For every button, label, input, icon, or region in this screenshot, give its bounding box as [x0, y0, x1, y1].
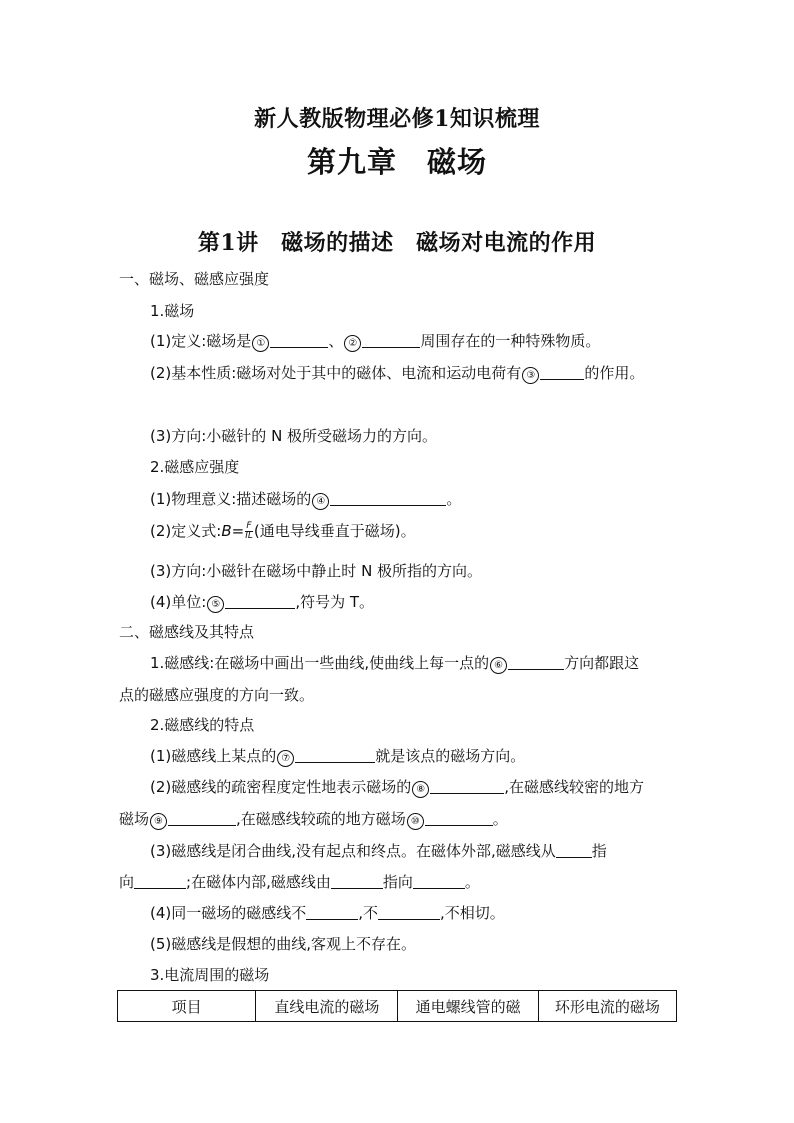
line-imaginary: (5)磁感线是假想的曲线,客观上不存在。	[150, 935, 417, 953]
blank-2	[362, 333, 420, 348]
marker-9: ⑨	[150, 813, 167, 830]
line-tangent: (1)磁感线上某点的 ⑦ 就是该点的磁场方向。	[150, 747, 526, 765]
lecture-title: 第1讲 磁场的描述 磁场对电流的作用	[197, 230, 597, 256]
line-unit: (4)单位: ⑤ ,符号为 T。	[150, 593, 375, 611]
blank-not-2	[378, 905, 440, 920]
line-closed-curves-cont: 向 ;在磁体内部,磁感线由 指向 。	[119, 873, 480, 891]
line-closed-curves: (3)磁感线是闭合曲线,没有起点和终点。在磁体外部,磁感线从 指	[150, 842, 607, 860]
marker-3: ③	[522, 367, 539, 384]
blank-1	[270, 333, 328, 348]
blank-7	[295, 748, 375, 763]
table-header-cell: 通电螺线管的磁	[398, 991, 538, 1022]
blank-6	[508, 655, 564, 670]
line-density-cont: 磁场 ⑨ ,在磁感线较疏的地方磁场 ⑩ 。	[119, 810, 508, 828]
blank-3	[540, 365, 584, 380]
marker-1: ①	[252, 335, 269, 352]
blank-8	[430, 779, 504, 794]
blank-outside-from	[556, 843, 592, 858]
marker-6: ⑥	[490, 657, 507, 674]
line-field-lines-def-cont: 点的磁感应强度的方向一致。	[119, 686, 315, 704]
blank-outside-to	[134, 874, 186, 889]
marker-5: ⑤	[207, 596, 224, 613]
section-heading-1: 一、磁场、磁感应强度	[119, 270, 270, 288]
marker-4: ④	[312, 493, 329, 510]
blank-10	[425, 811, 493, 826]
marker-7: ⑦	[277, 750, 294, 767]
line-field-lines-def: 1.磁感线:在磁场中画出一些曲线,使曲线上每一点的 ⑥ 方向都跟这	[150, 654, 640, 672]
subheading-field-line-features: 2.磁感线的特点	[150, 716, 255, 734]
subheading-current-field: 3.电流周围的磁场	[150, 966, 270, 984]
fraction-f-over-il: $\frac{F}{IL}$	[245, 521, 253, 541]
blank-inside-from	[331, 874, 383, 889]
table-header-cell: 项目	[118, 991, 256, 1022]
line-definition: (1)定义:磁场是 ① 、 ② 周围存在的一种特殊物质。	[150, 332, 601, 350]
blank-5	[225, 594, 295, 609]
table-header-cell: 直线电流的磁场	[256, 991, 398, 1022]
line-formula: (2)定义式:B= $\frac{F}{IL}$ (通电导线垂直于磁场)。	[150, 521, 416, 541]
marker-8: ⑧	[412, 781, 429, 798]
blank-4	[330, 491, 446, 506]
blank-inside-to	[413, 874, 465, 889]
table-header-cell: 环形电流的磁场	[538, 991, 676, 1022]
subheading-induction: 2.磁感应强度	[150, 458, 240, 476]
chapter-title: 第九章 磁场	[306, 145, 487, 179]
line-direction: (3)方向:小磁针的 N 极所受磁场力的方向。	[150, 427, 438, 445]
line-direction-needle: (3)方向:小磁针在磁场中静止时 N 极所指的方向。	[150, 562, 483, 580]
line-no-intersect: (4)同一磁场的磁感线不 ,不 ,不相切。	[150, 904, 505, 922]
current-field-table	[117, 990, 677, 1022]
line-physical-meaning: (1)物理意义:描述磁场的 ④ 。	[150, 490, 462, 508]
marker-2: ②	[344, 335, 361, 352]
line-basic-property: (2)基本性质:磁场对处于其中的磁体、电流和运动电荷有 ③ 的作用。	[150, 364, 645, 382]
blank-not-1	[306, 905, 358, 920]
blank-9	[168, 811, 236, 826]
subheading-magnetic-field: 1.磁场	[150, 302, 195, 320]
table-header-row	[118, 991, 677, 1022]
section-heading-2: 二、磁感线及其特点	[119, 623, 255, 641]
document-title: 新人教版物理必修1知识梳理	[254, 106, 540, 132]
line-density: (2)磁感线的疏密程度定性地表示磁场的 ⑧ ,在磁感线较密的地方	[150, 778, 645, 796]
marker-10: ⑩	[407, 813, 424, 830]
